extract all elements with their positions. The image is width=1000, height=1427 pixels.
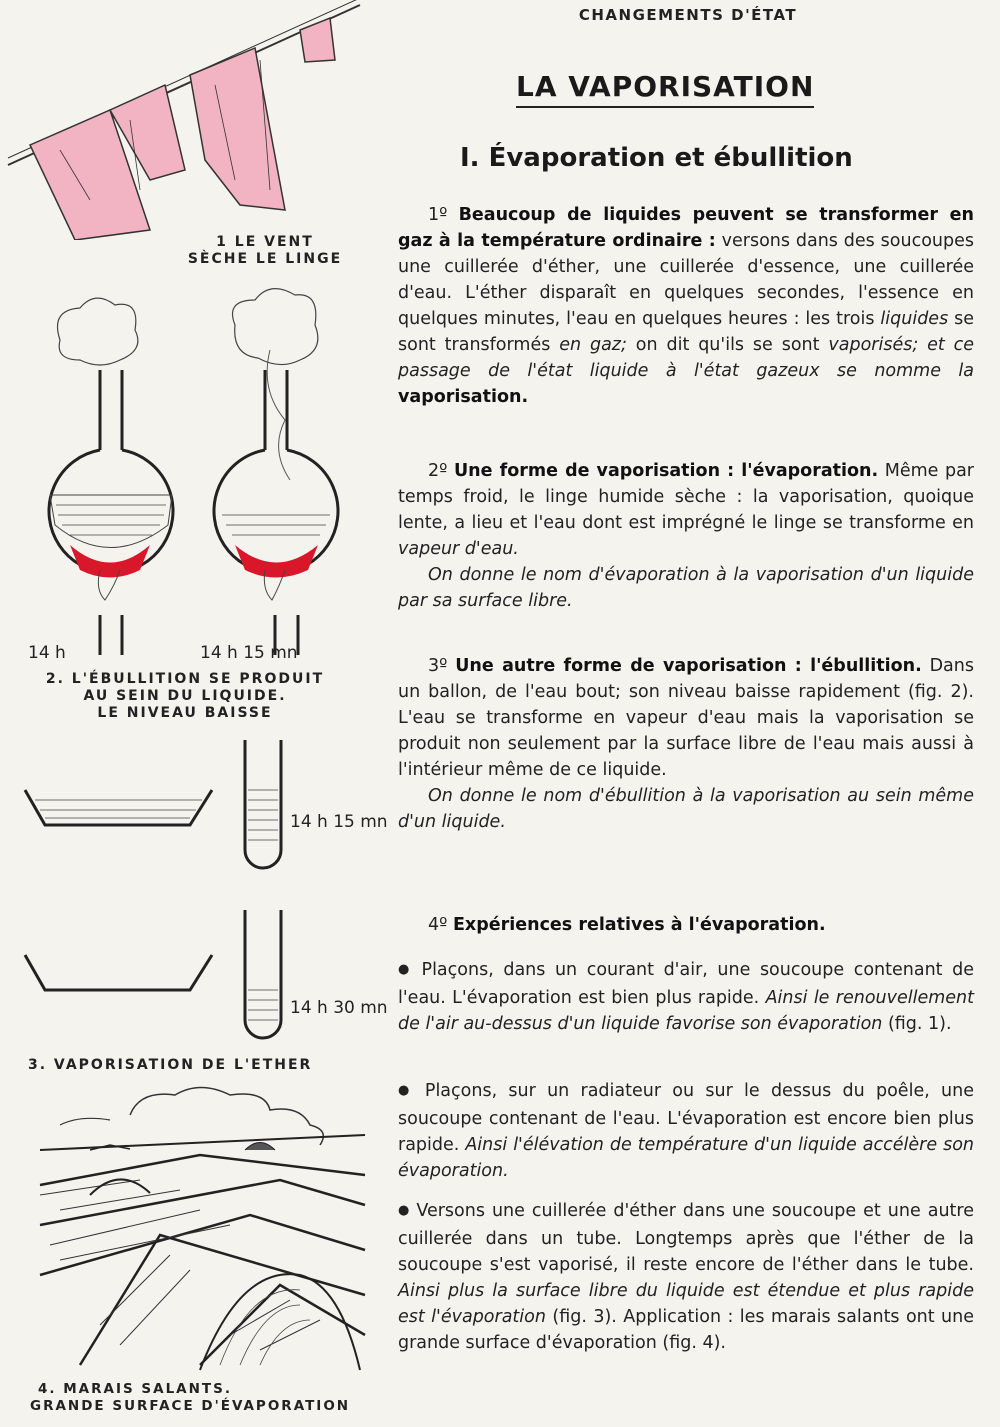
illustrations-column xyxy=(0,0,395,1427)
p3-lead: Une autre forme de vaporisation : l'ébullition. xyxy=(455,656,922,676)
fig1-caption: 1 LE VENT SÈCHE LE LINGE xyxy=(187,234,343,267)
fig1-laundry-illustration xyxy=(0,0,395,240)
page-title: LA VAPORISATION xyxy=(516,70,814,108)
fig2-caption: 2. L'ÉBULLITION SE PRODUIT AU SEIN DU LIQUIDE. LE NIVEAU BAISSE xyxy=(45,671,325,721)
p1-number: 1º xyxy=(428,205,448,225)
p1-lead: Beaucoup de liquides peuvent se transformer en gaz à la température ordinaire : xyxy=(398,205,974,251)
paragraph-4-heading xyxy=(398,912,974,938)
bullet-3-text: Versons une cuillerée d'éther dans une soucoupe et une autre cuillerée dans un tube. Longtemps après que l'éther de la soucoupe s'est vaporisé, il reste encore de l'éther dans le tube. xyxy=(398,1201,974,1275)
fig3-time-b: 14 h 30 mn xyxy=(290,998,388,1018)
bullet-2-italic: Ainsi l'élévation de température d'un liquide accélère son évaporation. xyxy=(398,1135,974,1181)
paragraph-1 xyxy=(398,202,974,410)
bullet-3 xyxy=(398,1198,974,1356)
running-header: CHANGEMENTS D'ÉTAT xyxy=(578,6,798,24)
p1-text-3: on dit qu'ils se sont xyxy=(626,335,829,355)
p2-definition: On donne le nom d'évaporation à la vaporisation d'un liquide par sa surface libre. xyxy=(398,565,974,611)
paragraph-2 xyxy=(398,458,974,614)
p4-number: 4º xyxy=(428,915,448,935)
p1-italic-3: vaporisés; et ce passage de l'état liquide à l'état gazeux se nomme la xyxy=(398,335,975,381)
bullet-1-italic: Ainsi le renouvellement de l'air au-dessus d'un liquide favorise son évaporation xyxy=(398,988,975,1034)
p1-text-1: versons dans des soucoupes une cuillerée d'éther, une cuillerée d'essence, une cuillerée d'eau. L'éther disparaît en quelques secondes, l'essence en quelques minutes, l'eau en quelques heures : les trois xyxy=(398,231,974,329)
fig4-salt-marsh-illustration xyxy=(0,1085,395,1380)
bullet-1-text: Plaçons, dans un courant d'air, une soucoupe contenant de l'eau. L'évaporation est bien plus rapide. xyxy=(398,960,974,1008)
p3-definition: On donne le nom d'ébullition à la vaporisation au sein même d'un liquide. xyxy=(398,786,974,832)
bullet-3-end: (fig. 3). Application : les marais salants ont une grande surface d'évaporation (fig. 4). xyxy=(398,1307,974,1353)
paragraph-3 xyxy=(398,653,974,835)
p4-lead: Expériences relatives à l'évaporation. xyxy=(452,915,826,935)
p1-italic-2: en gaz; xyxy=(559,335,627,355)
p1-italic-1: liquides xyxy=(880,309,949,329)
tube-2 xyxy=(245,910,281,1038)
flask-1 xyxy=(49,298,173,655)
bullet-3-italic: Ainsi plus la surface libre du liquide est étendue et plus rapide est l'évaporation xyxy=(398,1281,974,1327)
bullet-1-end: (fig. 1). xyxy=(882,1014,952,1034)
p3-text-1: Dans un ballon, de l'eau bout; son niveau baisse rapidement (fig. 2). L'eau se transforme en vapeur d'eau mais la vaporisation se produit non seulement par la surface libre de l'eau mais aussi à l'intérieur même de ce liquide. xyxy=(398,656,974,780)
bullet-1 xyxy=(398,957,974,1037)
saucer-2 xyxy=(25,955,212,990)
fig2-boiling-flasks-illustration xyxy=(0,280,395,660)
fig2-time-b: 14 h 15 mn xyxy=(200,643,298,663)
flask-2 xyxy=(214,289,338,655)
p2-text-1: Même par temps froid, le linge humide sèche : la vaporisation, quoique lente, a lieu et l'eau dont est imprégné le linge se transforme en xyxy=(398,461,974,533)
fig4-caption: 4. MARAIS SALANTS. GRANDE SURFACE D'ÉVAPORATION xyxy=(30,1381,351,1414)
p1-bold-term: vaporisation. xyxy=(398,387,529,407)
text-column xyxy=(398,0,980,1427)
p2-italic-1: vapeur d'eau. xyxy=(398,539,519,559)
bullet-2-text: Plaçons, sur un radiateur ou sur le dessus du poêle, une soucoupe contenant de l'eau. L'évaporation est encore bien plus rapide. xyxy=(398,1081,974,1155)
fig3-caption: 3. VAPORISATION DE L'ETHER xyxy=(28,1057,313,1073)
fig2-time-a: 14 h xyxy=(28,643,66,663)
p1-text-2: se sont transformés xyxy=(398,309,975,355)
p2-number: 2º xyxy=(428,461,448,481)
p2-lead: Une forme de vaporisation : l'évaporation. xyxy=(453,461,879,481)
tube-1 xyxy=(245,740,281,868)
p3-number: 3º xyxy=(428,656,448,676)
saucer-1 xyxy=(25,790,212,825)
fig3-time-a: 14 h 15 mn xyxy=(290,812,388,832)
section-title: I. Évaporation et ébullition xyxy=(460,143,853,173)
bullet-2 xyxy=(398,1078,974,1184)
